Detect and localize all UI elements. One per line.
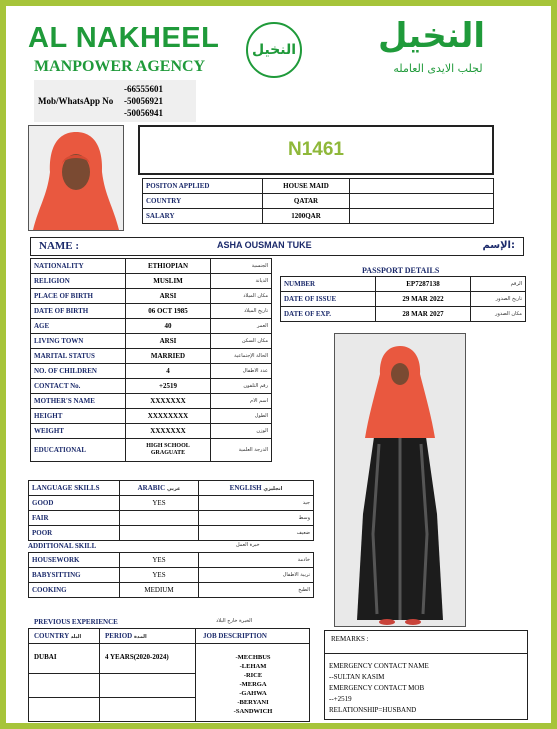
phone-3: -50056941: [124, 108, 163, 118]
passport-value: 28 MAR 2027: [376, 307, 471, 322]
agency-name-en: MANPOWER AGENCY: [34, 58, 206, 75]
additional-label: BABYSITTING: [29, 568, 120, 583]
personal-label-ar: رقم التلفون: [211, 379, 272, 394]
personal-label: CONTACT No.: [31, 379, 126, 394]
full-body-photo: [334, 333, 466, 627]
personal-row: [31, 409, 272, 424]
personal-row: [31, 349, 272, 364]
full-body-illustration: [335, 334, 465, 626]
col-country-ar: البلد: [70, 634, 82, 640]
additional-label-ar: الطبخ: [199, 583, 314, 598]
contact-label: Mob/WhatsApp No: [38, 96, 114, 106]
name-label-ar: الإسم:: [482, 240, 515, 251]
job-value: 1200QAR: [263, 209, 350, 224]
personal-label: AGE: [31, 319, 126, 334]
additional-row: [29, 583, 314, 598]
job-row: [143, 209, 494, 224]
personal-label: MOTHER'S NAME: [31, 394, 126, 409]
job-extra: [350, 179, 494, 194]
remarks-box: [324, 630, 528, 720]
passport-label-ar: مكان الصدور: [471, 307, 526, 322]
personal-label-ar: اسم الام: [211, 394, 272, 409]
personal-row: [31, 289, 272, 304]
personal-value: XXXXXXXX: [126, 409, 211, 424]
personal-value: 40: [126, 319, 211, 334]
personal-label: NO. OF CHILDREN: [31, 364, 126, 379]
remarks-lines: [329, 661, 429, 716]
personal-label-ar: الوزن: [211, 424, 272, 439]
job-table: [142, 178, 494, 224]
additional-title: ADDITIONAL SKILL: [28, 542, 97, 550]
personal-label: EDUCATIONAL: [31, 439, 126, 462]
experience-title: PREVIOUS EXPERIENCE: [34, 618, 118, 626]
divider: [29, 673, 195, 674]
agency-name-ar: لجلب الايدى العامله: [393, 62, 483, 75]
passport-row: [281, 292, 526, 307]
remarks-title: REMARKS :: [331, 635, 369, 643]
phone-1: -66555601: [124, 84, 163, 94]
passport-label: NUMBER: [281, 277, 376, 292]
personal-label-ar: مكان السكن: [211, 334, 272, 349]
job-item: -MERGA: [239, 681, 267, 688]
passport-table: [280, 276, 526, 322]
personal-label: NATIONALITY: [31, 259, 126, 274]
company-logo: [246, 22, 302, 78]
personal-value: MUSLIM: [126, 274, 211, 289]
passport-label-ar: الرقم: [471, 277, 526, 292]
passport-title: PASSPORT DETAILS: [362, 266, 440, 275]
additional-table: [28, 552, 314, 598]
job-label: COUNTRY: [143, 194, 263, 209]
experience-table: [28, 628, 310, 722]
language-header-english: [199, 481, 314, 496]
job-list: [197, 653, 309, 716]
personal-row: [31, 304, 272, 319]
personal-label-ar: عدد الاطفال: [211, 364, 272, 379]
language-header-row: [29, 481, 314, 496]
language-arabic-value: [120, 511, 199, 526]
ref-code: N1461: [288, 139, 344, 160]
language-label: POOR: [29, 526, 120, 541]
job-item: -LEHAM: [239, 663, 267, 670]
passport-label: DATE OF ISSUE: [281, 292, 376, 307]
passport-label-ar: تاريخ الصدور: [471, 292, 526, 307]
passport-label: DATE OF EXP.: [281, 307, 376, 322]
job-item: -BERYANI: [237, 699, 269, 706]
personal-value: ETHIOPIAN: [126, 259, 211, 274]
personal-label-ar: مكان الميلاد: [211, 289, 272, 304]
personal-label: DATE OF BIRTH: [31, 304, 126, 319]
personal-label-ar: الحالة الإجتماعية: [211, 349, 272, 364]
col-country-label: COUNTRY: [34, 632, 69, 640]
personal-value: ARSI: [126, 334, 211, 349]
col-job: JOB DESCRIPTION: [203, 632, 267, 640]
personal-value: 06 OCT 1985: [126, 304, 211, 319]
job-label: SALARY: [143, 209, 263, 224]
personal-table: [30, 258, 272, 462]
col-country: [34, 632, 81, 640]
job-row: [143, 194, 494, 209]
language-arabic-value: YES: [120, 496, 199, 511]
personal-row: [31, 424, 272, 439]
personal-row: [31, 319, 272, 334]
additional-label: COOKING: [29, 583, 120, 598]
company-name-en: AL NAKHEEL: [28, 22, 220, 54]
col-period-ar: المدة: [133, 634, 147, 640]
job-extra: [350, 194, 494, 209]
job-item: -MECHBUS: [235, 654, 271, 661]
personal-row: [31, 394, 272, 409]
exp-period: 4 YEARS(2020-2024): [105, 653, 169, 661]
divider: [195, 629, 196, 721]
english-label: ENGLISH: [229, 484, 262, 492]
personal-value: 4: [126, 364, 211, 379]
personal-label: WEIGHT: [31, 424, 126, 439]
name-label: NAME :: [39, 240, 80, 252]
portrait-illustration: [29, 126, 123, 230]
passport-value: 29 MAR 2022: [376, 292, 471, 307]
personal-label: RELIGION: [31, 274, 126, 289]
personal-value: XXXXXXX: [126, 394, 211, 409]
job-value: QATAR: [263, 194, 350, 209]
language-label: GOOD: [29, 496, 120, 511]
col-period-label: PERIOD: [105, 632, 133, 640]
divider: [29, 697, 195, 698]
additional-label: HOUSEWORK: [29, 553, 120, 568]
language-label: FAIR: [29, 511, 120, 526]
additional-row: [29, 553, 314, 568]
additional-label-ar: خادمة: [199, 553, 314, 568]
language-label-ar: جيد: [199, 496, 314, 511]
job-item: -RICE: [243, 672, 263, 679]
logo-text: النخيل: [251, 42, 297, 58]
personal-value: ARSI: [126, 289, 211, 304]
remarks-divider: [325, 653, 527, 654]
additional-value: YES: [120, 568, 199, 583]
personal-value: HIGH SCHOOL GRAGUATE: [126, 439, 211, 462]
remarks-line: --SULTAN KASIM: [329, 673, 385, 681]
language-label-ar: وسط: [199, 511, 314, 526]
personal-label: LIVING TOWN: [31, 334, 126, 349]
personal-label-ar: تاريخ الميلاد: [211, 304, 272, 319]
personal-value: XXXXXXX: [126, 424, 211, 439]
english-label-ar: انجليزي: [263, 486, 283, 492]
exp-country: DUBAI: [34, 653, 57, 661]
remarks-line: EMERGENCY CONTACT NAME: [329, 662, 429, 670]
arabic-label: ARABIC: [137, 484, 166, 492]
personal-row: [31, 364, 272, 379]
divider: [99, 629, 100, 721]
passport-row: [281, 307, 526, 322]
additional-title-ar: خبرة العمل: [236, 542, 260, 548]
personal-row: [31, 379, 272, 394]
passport-row: [281, 277, 526, 292]
remarks-line: --+2519: [329, 695, 352, 703]
personal-label-ar: الجنسية: [211, 259, 272, 274]
job-label: POSITON APPLIED: [143, 179, 263, 194]
personal-label: HEIGHT: [31, 409, 126, 424]
company-name-ar: النخيل: [378, 16, 486, 56]
additional-value: YES: [120, 553, 199, 568]
language-header-arabic: [120, 481, 199, 496]
phone-box: [34, 80, 196, 122]
language-table: [28, 480, 314, 541]
personal-row: [31, 274, 272, 289]
personal-label-ar: العمر: [211, 319, 272, 334]
ref-code-box: [138, 125, 494, 175]
additional-row: [29, 568, 314, 583]
personal-row: [31, 259, 272, 274]
personal-value: +2519: [126, 379, 211, 394]
passport-value: EP7287138: [376, 277, 471, 292]
language-label-ar: ضعيف: [199, 526, 314, 541]
job-row: [143, 179, 494, 194]
language-row: [29, 511, 314, 526]
experience-title-ar: الخبرة خارج البلاد: [216, 618, 253, 624]
job-value: HOUSE MAID: [263, 179, 350, 194]
job-extra: [350, 209, 494, 224]
phone-2: -50056921: [124, 96, 163, 106]
language-row: [29, 526, 314, 541]
personal-row: [31, 439, 272, 462]
arabic-label-ar: عربي: [166, 486, 181, 492]
language-row: [29, 496, 314, 511]
language-arabic-value: [120, 526, 199, 541]
personal-row: [31, 334, 272, 349]
additional-label-ar: تربية الاطفال: [199, 568, 314, 583]
name-bar: [30, 237, 524, 256]
personal-label-ar: الطول: [211, 409, 272, 424]
remarks-line: RELATIONSHIP=HUSBAND: [329, 706, 417, 714]
job-item: -SANDWICH: [233, 708, 273, 715]
personal-label: PLACE OF BIRTH: [31, 289, 126, 304]
additional-value: MEDIUM: [120, 583, 199, 598]
language-header-label: LANGUAGE SKILLS: [29, 481, 120, 496]
personal-label-ar: الديانة: [211, 274, 272, 289]
remarks-line: EMERGENCY CONTACT MOB: [329, 684, 425, 692]
personal-label: MARITAL STATUS: [31, 349, 126, 364]
col-period: [105, 632, 147, 640]
job-item: -GAHWA: [239, 690, 267, 697]
candidate-name: ASHA OUSMAN TUKE: [217, 240, 312, 250]
personal-value: MARRIED: [126, 349, 211, 364]
personal-label-ar: الدرجة العلمية: [211, 439, 272, 462]
portrait-photo: [28, 125, 124, 231]
